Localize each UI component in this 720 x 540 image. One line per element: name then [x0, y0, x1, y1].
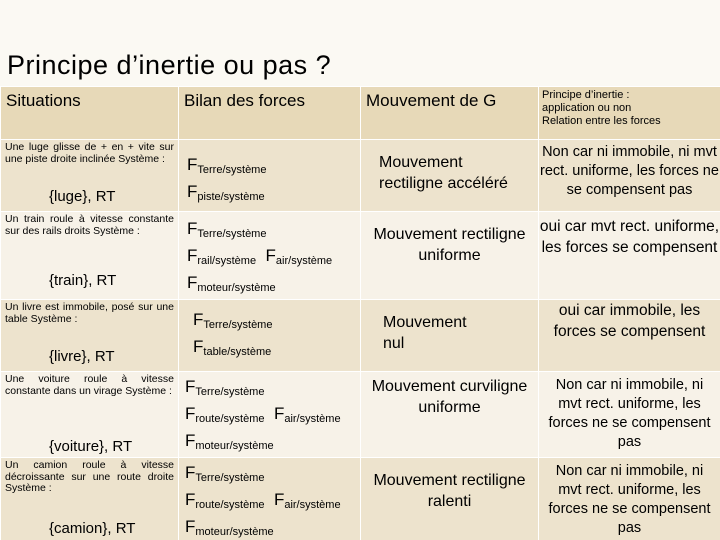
header-principe-line3: Relation entre les forces [542, 115, 661, 127]
table-row [1, 140, 720, 212]
force-item: $F_{route/système}$ $F_{air/système}$ [185, 490, 341, 511]
forces-cell [179, 300, 361, 372]
force-item: $F_{moteur/système}$ [185, 517, 274, 538]
header-cell-principe [539, 87, 720, 140]
principe-text: Non car ni immobile, ni mvt rect. uniforme, les forces ne se compensent pas [548, 377, 711, 450]
force-item: $F_{Terre/système}$ [185, 463, 265, 484]
force-item: $F_{Terre/système}$ [193, 310, 273, 331]
inertia-table [0, 86, 720, 540]
force-item: $F_{Terre/système}$ [187, 219, 267, 240]
situation-description: Un livre est immobile, posé sur une table Système : [5, 301, 174, 325]
situation-description: Une voiture roule à vitesse constante dans un virage Système : [5, 373, 174, 397]
principe-cell [539, 140, 720, 212]
slide-title: Principe d’inertie ou pas ? [7, 50, 332, 80]
header-principe-line2: application ou non [542, 102, 632, 114]
situation-cell [1, 140, 179, 212]
mouvement-text: Mouvement rectiligne ralenti [373, 472, 526, 510]
forces-cell [179, 140, 361, 212]
mouvement-text: Mouvement rectiligne accéléré [379, 154, 508, 192]
principe-cell [539, 458, 720, 540]
situation-cell [1, 372, 179, 458]
header-mouvement: Mouvement de G [366, 91, 497, 110]
header-row [1, 87, 720, 140]
table-row [1, 458, 720, 540]
header-bilan: Bilan des forces [184, 91, 305, 110]
table-row [1, 372, 720, 458]
principe-cell [539, 212, 720, 300]
principe-cell [539, 300, 720, 372]
table-row [1, 300, 720, 372]
principe-cell [539, 372, 720, 458]
mouvement-text: Mouvement curviligne uniforme [371, 378, 528, 416]
force-item: $F_{Terre/système}$ [187, 155, 267, 176]
principe-text: oui car immobile, les forces se compensent [553, 302, 706, 340]
forces-cell [179, 372, 361, 458]
mouvement-cell [361, 372, 539, 458]
header-cell-bilan [179, 87, 361, 140]
mouvement-text: Mouvement nul [383, 314, 467, 352]
situation-system: {train}, RT [49, 272, 117, 289]
mouvement-cell [361, 212, 539, 300]
principe-text: Non car ni immobile, ni mvt rect. uniforme, les forces ne se compensent pas [540, 144, 719, 198]
force-item: $F_{table/système}$ [193, 337, 272, 358]
situation-description: Un camion roule à vitesse décroissante sur une route droite Système : [5, 459, 174, 494]
header-situations: Situations [6, 91, 81, 110]
mouvement-cell [361, 300, 539, 372]
situation-description: Un train roule à vitesse constante sur des rails droits Système : [5, 213, 174, 237]
mouvement-cell [361, 140, 539, 212]
situation-cell [1, 212, 179, 300]
table-row [1, 212, 720, 300]
header-principe-line1: Principe d’inertie : [542, 89, 630, 101]
situation-description: Une luge glisse de + en + vite sur une piste droite inclinée Système : [5, 141, 174, 165]
force-item: $F_{route/système}$ $F_{air/système}$ [185, 404, 341, 425]
force-item: $F_{piste/système}$ [187, 182, 265, 203]
header-cell-situations [1, 87, 179, 140]
situation-cell [1, 300, 179, 372]
force-item: $F_{Terre/système}$ [185, 377, 265, 398]
forces-cell [179, 212, 361, 300]
forces-cell [179, 458, 361, 540]
mouvement-text: Mouvement rectiligne uniforme [373, 226, 526, 264]
principe-text: oui car mvt rect. uniforme, les forces se compensent [539, 218, 720, 256]
situation-system: {voiture}, RT [49, 438, 133, 455]
situation-cell [1, 458, 179, 540]
mouvement-cell [361, 458, 539, 540]
force-item: $F_{moteur/système}$ [185, 431, 274, 452]
situation-system: {luge}, RT [49, 188, 116, 205]
header-cell-mouvement [361, 87, 539, 140]
principe-text: Non car ni immobile, ni mvt rect. uniforme, les forces ne se compensent pas [548, 463, 711, 536]
force-item: $F_{rail/système}$ $F_{air/système}$ [187, 246, 333, 267]
situation-system: {camion}, RT [49, 520, 136, 537]
situation-system: {livre}, RT [49, 348, 115, 365]
force-item: $F_{moteur/système}$ [187, 273, 276, 294]
